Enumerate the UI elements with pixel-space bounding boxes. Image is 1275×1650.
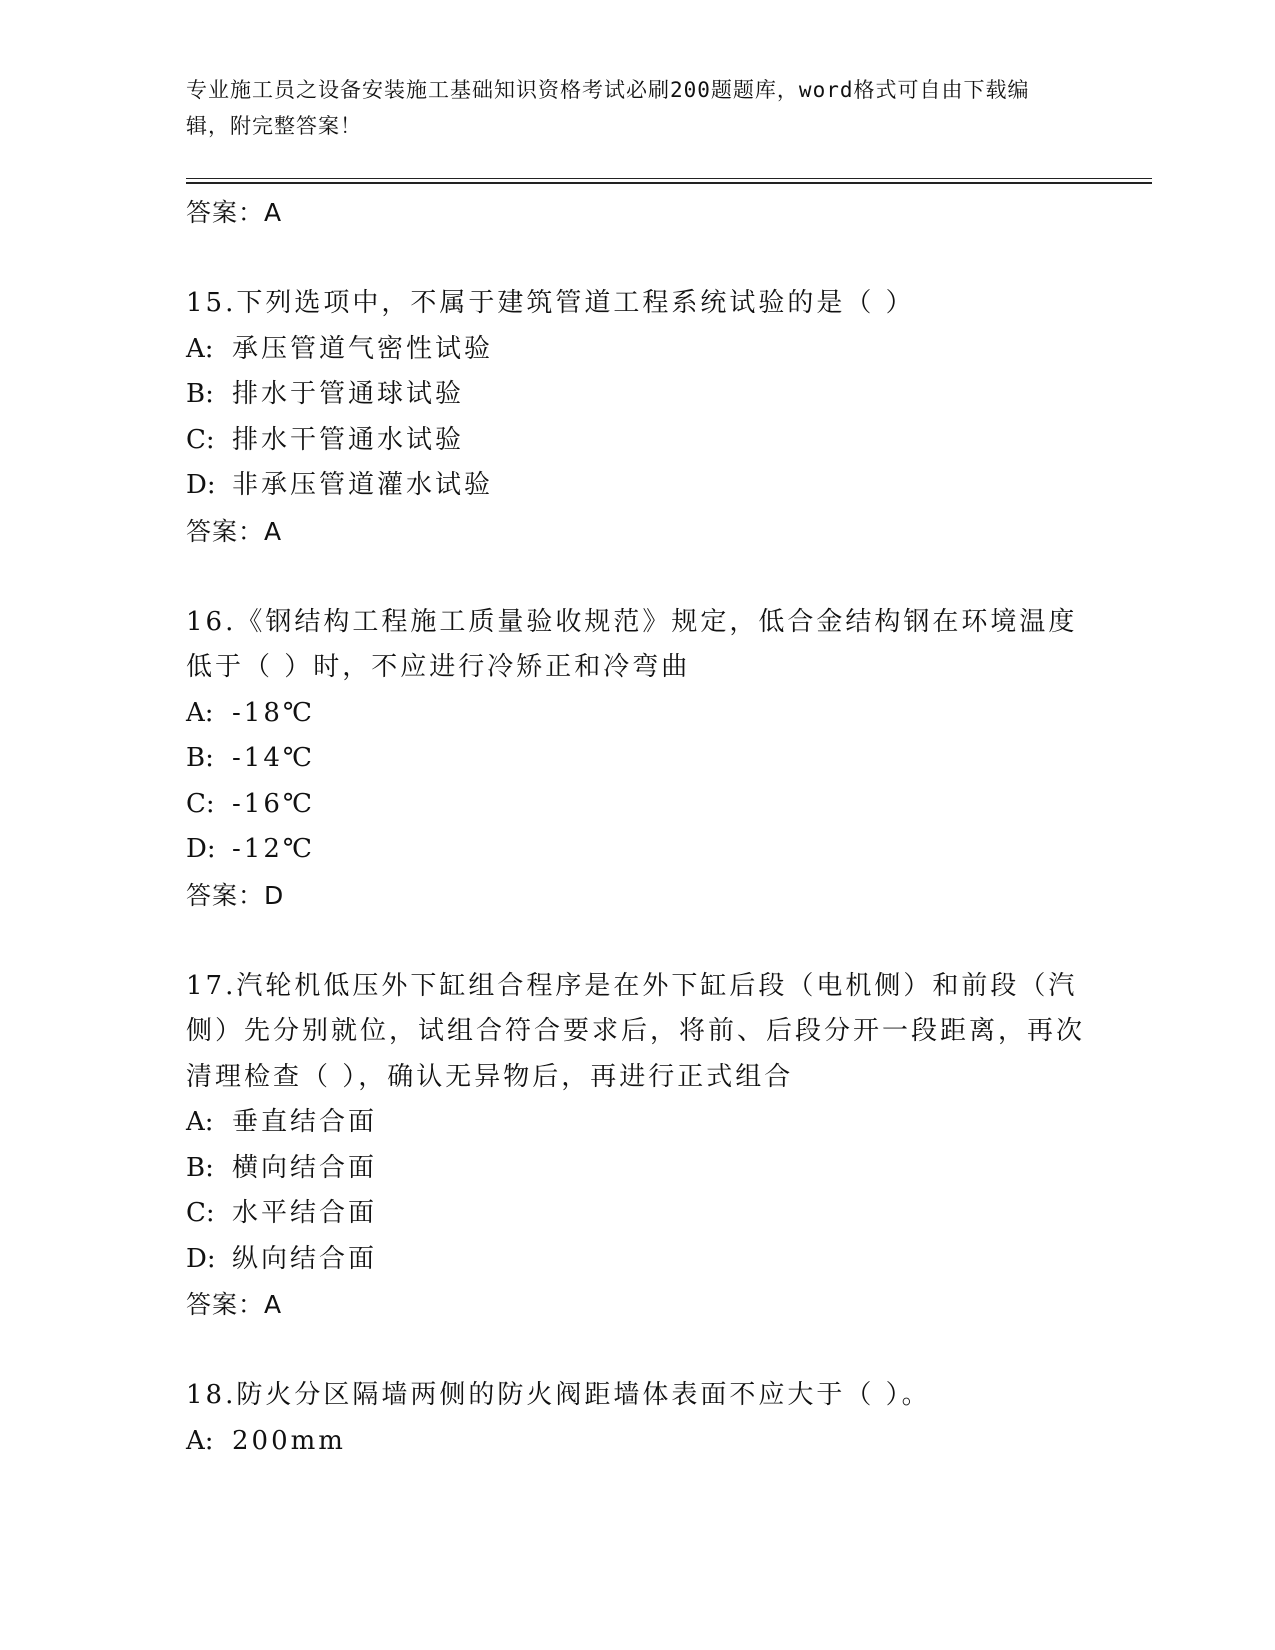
question-block bbox=[186, 600, 1086, 919]
option-a bbox=[186, 1419, 1086, 1465]
question-stem: 18.防火分区隔墙两侧的防火阀距墙体表面不应大于（ ）。 bbox=[186, 1380, 931, 1410]
option-text: 200mm bbox=[232, 1425, 346, 1456]
option-text: -16℃ bbox=[232, 788, 315, 819]
option-c bbox=[186, 1191, 1086, 1237]
option-key: C: bbox=[186, 1198, 215, 1228]
option-c bbox=[186, 418, 1086, 464]
option-text: 排水于管通球试验 bbox=[232, 379, 465, 409]
option-b bbox=[186, 372, 1086, 418]
option-b bbox=[186, 736, 1086, 782]
option-key: B: bbox=[186, 743, 214, 773]
option-text: 横向结合面 bbox=[232, 1152, 378, 1183]
option-key: D: bbox=[186, 1243, 216, 1274]
answer-line: 答案：A bbox=[186, 198, 283, 227]
question-stem: 15.下列选项中，不属于建筑管道工程系统试验的是（ ） bbox=[186, 288, 915, 318]
option-text: 承压管道气密性试验 bbox=[232, 333, 494, 364]
option-key: D: bbox=[186, 834, 216, 864]
option-text: -14℃ bbox=[232, 743, 315, 773]
option-key: A: bbox=[186, 333, 214, 364]
option-text: 纵向结合面 bbox=[232, 1243, 378, 1274]
option-key: B: bbox=[186, 379, 214, 409]
document-header: 专业施工员之设备安装施工基础知识资格考试必刷200题题库，word格式可自由下载编辑，附完整答案！ bbox=[186, 78, 1030, 138]
option-text: 排水干管通水试验 bbox=[232, 424, 465, 455]
option-text: 水平结合面 bbox=[232, 1198, 378, 1228]
question-stem: 17.汽轮机低压外下缸组合程序是在外下缸后段（电机侧）和前段（汽侧）先分别就位，试组合符合要求后，将前、后段分开一段距离，再次清理检查（ ），确认无异物后，再进行正式组合 bbox=[186, 970, 1086, 1092]
option-d bbox=[186, 827, 1086, 873]
answer-line: 答案：D bbox=[186, 880, 285, 910]
header-divider-thick bbox=[186, 182, 1152, 184]
option-a bbox=[186, 1100, 1086, 1146]
option-a bbox=[186, 327, 1086, 373]
option-text: -18℃ bbox=[232, 697, 315, 728]
question-block bbox=[186, 281, 1086, 555]
option-text: 垂直结合面 bbox=[232, 1107, 378, 1137]
option-d bbox=[186, 463, 1086, 509]
option-key: A: bbox=[186, 697, 214, 728]
option-key: D: bbox=[186, 470, 216, 500]
question-list bbox=[186, 190, 1086, 1464]
option-key: A: bbox=[186, 1107, 214, 1137]
answer-line: 答案：A bbox=[186, 516, 283, 546]
option-d bbox=[186, 1237, 1086, 1283]
option-b bbox=[186, 1146, 1086, 1192]
question-block bbox=[186, 1373, 1086, 1464]
option-a bbox=[186, 691, 1086, 737]
option-key: C: bbox=[186, 788, 215, 819]
option-c bbox=[186, 782, 1086, 828]
option-key: C: bbox=[186, 424, 215, 455]
option-key: B: bbox=[186, 1152, 214, 1183]
question-stem: 16.《钢结构工程施工质量验收规范》规定，低合金结构钢在环境温度低于（ ）时，不应进行冷矫正和冷弯曲 bbox=[186, 606, 1078, 682]
option-text: 非承压管道灌水试验 bbox=[232, 470, 494, 500]
answer-line: 答案：A bbox=[186, 1290, 283, 1319]
option-key: A: bbox=[186, 1425, 214, 1456]
question-block bbox=[186, 964, 1086, 1329]
header-divider bbox=[186, 178, 1152, 179]
option-text: -12℃ bbox=[232, 834, 315, 864]
